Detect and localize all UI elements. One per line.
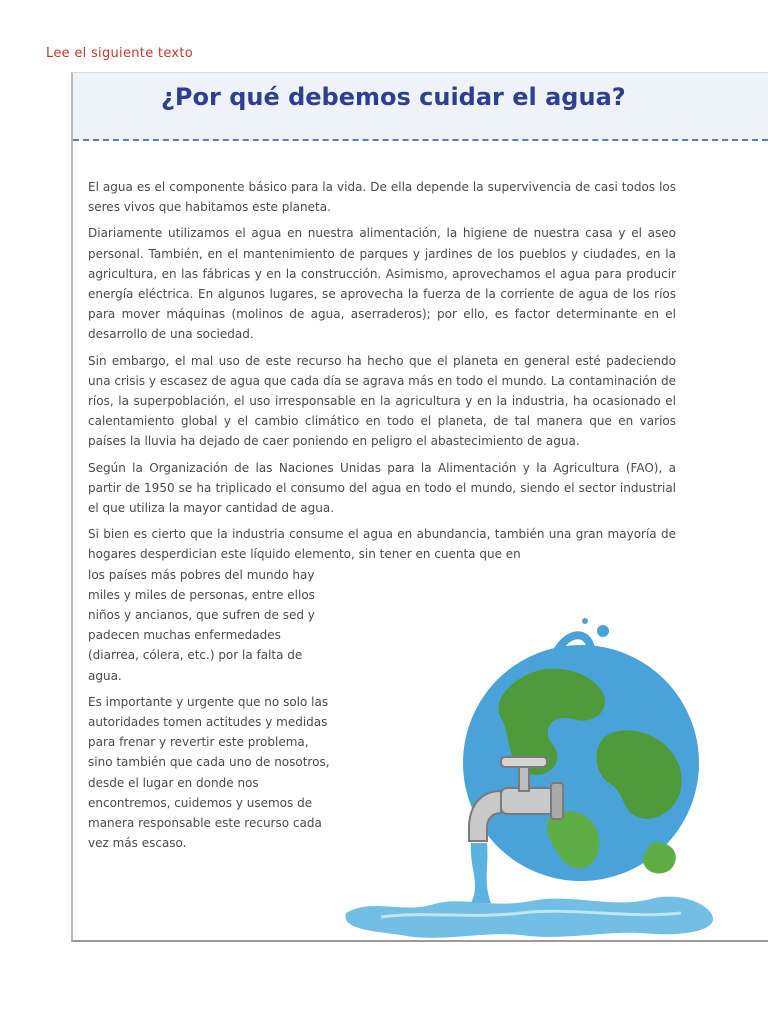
paragraph: Según la Organización de las Naciones Unidas para la Alimentación y la Agricultura (FAO), a partir de 1950 se ha triplicado el consumo del agua en todo el mundo, siendo el sector industrial el que utiliza la mayor cantidad de agua. [88,460,676,516]
page-title: ¿Por qué debemos cuidar el agua? [161,83,626,111]
earth-with-faucet-illustration [341,613,721,942]
paragraph: El agua es el componente básico para la vida. De ella depende la supervivencia de casi todos los seres vivos que habitamos este planeta. [88,180,676,215]
card-header [73,73,768,141]
paragraph: los países más pobres del mundo hay miles y miles de personas, entre ellos niños y ancianos, que sufren de sed y padecen muchas enfermedades (diarrea, cólera, etc.) por la falta de agua. [88,567,315,683]
paragraph: Es importante y urgente que no solo las autoridades tomen actitudes y medidas para frenar y revertir este problema, sino también que cada uno de nosotros, desde el lugar en donde nos encontremos, cuidemos y usemos de manera responsable este recurso cada vez más escaso. [88,694,330,851]
paragraph: Diariamente utilizamos el agua en nuestra alimentación, la higiene de nuestra casa y el aseo personal. También, en el mantenimiento de parques y jardines de los pueblos y ciudades, en la agricultura, en las fábricas y en la construcción. Asimismo, aprovechamos el agua para producir energía eléctrica. En algunos lugares, se aprovecha la fuerza de la corriente de agua de los ríos para mover máquinas (molinos de agua, aserraderos); por ello, es factor determinante en el desarrollo de una sociedad. [88,226,676,342]
paragraph: Si bien es cierto que la industria consume el agua en abundancia, también una gran mayoría de hogares desperdician este líquido elemento, sin tener en cuenta que en [88,527,676,562]
reading-card [71,72,768,942]
instruction-text: Lee el siguiente texto [46,46,194,61]
paragraph: Sin embargo, el mal uso de este recurso ha hecho que el planeta en general esté padeciendo una crisis y escasez de agua que cada día se agrava más en todo el mundo. La contaminación de ríos, la superpoblación, el uso irresponsable en la agricultura y en la industria, ha ocasionado el calentamiento global y el cambio climático en todo el planeta, de tal manera que en varios países la lluvia ha dejado de caer poniendo en peligro el abastecimiento de agua. [88,353,676,449]
water-puddle [345,897,713,938]
water-stream [471,843,491,903]
